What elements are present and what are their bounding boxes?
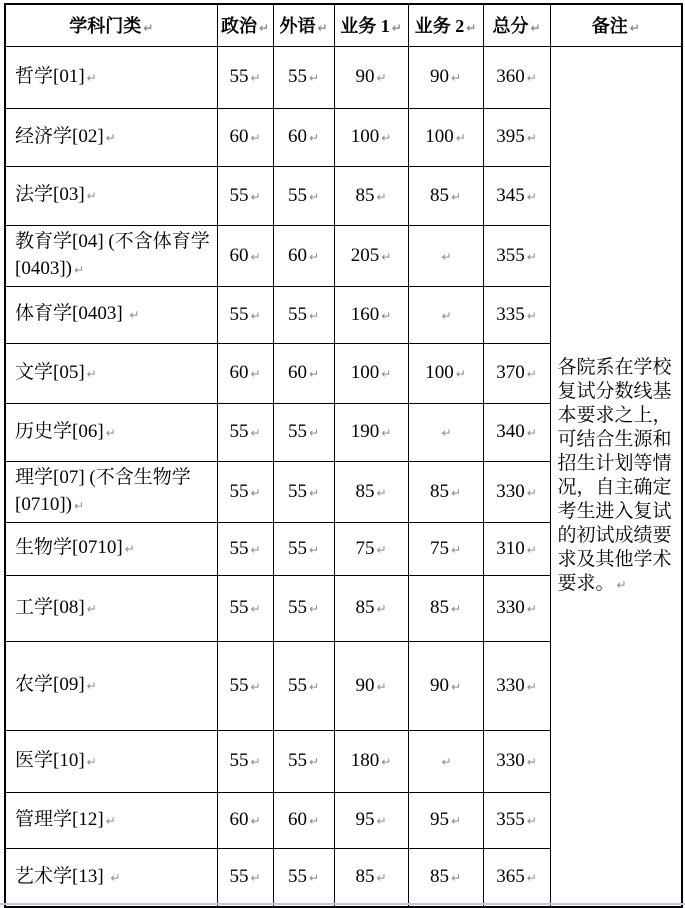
paragraph-mark-icon: ↵ bbox=[526, 249, 537, 264]
category-label: 历史学[06] bbox=[15, 420, 104, 442]
paragraph-mark-icon: ↵ bbox=[250, 485, 261, 500]
score-value: 55 bbox=[287, 184, 307, 206]
paragraph-mark-icon: ↵ bbox=[526, 131, 537, 145]
score-cell bbox=[483, 286, 550, 343]
score-value: 55 bbox=[229, 537, 249, 559]
paragraph-mark-icon: ↵ bbox=[391, 21, 402, 36]
remark-text: 各院系在学校复试分数线基本要求之上，可结合生源和招生计划等情况，自主确定考生进入复试的初试成绩要求及其他学术要求。 bbox=[557, 356, 672, 594]
score-value: 95 bbox=[355, 809, 375, 830]
paragraph-mark-icon: ↵ bbox=[450, 871, 462, 886]
paragraph-mark-icon: ↵ bbox=[86, 754, 97, 769]
score-cell bbox=[273, 641, 334, 730]
paragraph-mark-icon: ↵ bbox=[86, 366, 97, 381]
paragraph-mark-icon: ↵ bbox=[381, 755, 392, 769]
paragraph-mark-icon: ↵ bbox=[381, 249, 392, 264]
paragraph-mark-icon: ↵ bbox=[381, 131, 392, 145]
score-value: 330 bbox=[496, 674, 525, 696]
paragraph-mark-icon: ↵ bbox=[376, 602, 387, 616]
score-value: 55 bbox=[287, 750, 307, 771]
header-label: 备注 bbox=[591, 16, 628, 37]
score-value: 60 bbox=[287, 362, 307, 383]
score-cell bbox=[273, 166, 334, 225]
paragraph-mark-icon: ↵ bbox=[308, 542, 320, 557]
score-value: 55 bbox=[229, 66, 249, 87]
score-cell bbox=[483, 522, 550, 575]
score-cell bbox=[408, 641, 483, 730]
category-label: 经济学[02] bbox=[15, 125, 104, 147]
score-cell bbox=[408, 522, 483, 575]
paragraph-mark-icon: ↵ bbox=[526, 367, 537, 381]
score-cell bbox=[408, 575, 483, 641]
paragraph-mark-icon: ↵ bbox=[110, 870, 121, 885]
paragraph-mark-icon: ↵ bbox=[526, 871, 537, 886]
score-value: 180 bbox=[350, 750, 380, 771]
category-cell bbox=[5, 848, 217, 907]
score-cell bbox=[483, 792, 550, 848]
score-value: 55 bbox=[229, 597, 249, 618]
paragraph-mark-icon: ↵ bbox=[450, 485, 462, 500]
category-label: 农学[09] bbox=[15, 674, 85, 695]
paragraph-mark-icon: ↵ bbox=[250, 755, 261, 769]
score-value: 55 bbox=[287, 537, 307, 559]
paragraph-mark-icon: ↵ bbox=[308, 189, 320, 204]
score-cell bbox=[217, 730, 273, 792]
score-value: 60 bbox=[287, 809, 307, 830]
score-value: 90 bbox=[429, 674, 449, 696]
paragraph-mark-icon: ↵ bbox=[73, 498, 85, 513]
paragraph-mark-icon: ↵ bbox=[308, 367, 320, 381]
score-cell bbox=[334, 225, 408, 286]
score-value: 370 bbox=[496, 362, 525, 383]
score-cell bbox=[334, 575, 408, 641]
paragraph-mark-icon: ↵ bbox=[441, 249, 452, 264]
score-cell bbox=[217, 46, 273, 108]
score-value: 55 bbox=[287, 866, 307, 888]
header-label: 总分 bbox=[492, 16, 529, 37]
column-header-foreign-language bbox=[273, 4, 334, 46]
paragraph-mark-icon: ↵ bbox=[250, 189, 261, 204]
score-value: 330 bbox=[496, 597, 525, 618]
paragraph-mark-icon: ↵ bbox=[526, 189, 537, 204]
score-cell bbox=[334, 641, 408, 730]
score-cell bbox=[334, 403, 408, 461]
score-value: 60 bbox=[229, 126, 249, 147]
category-cell bbox=[5, 46, 217, 108]
paragraph-mark-icon: ↵ bbox=[86, 70, 97, 85]
score-value: 90 bbox=[355, 66, 375, 87]
category-cell bbox=[5, 343, 217, 403]
paragraph-mark-icon: ↵ bbox=[250, 131, 261, 145]
score-cell bbox=[273, 343, 334, 403]
paragraph-mark-icon: ↵ bbox=[308, 755, 320, 769]
score-value: 60 bbox=[229, 362, 249, 383]
paragraph-mark-icon: ↵ bbox=[526, 814, 537, 828]
paragraph-mark-icon: ↵ bbox=[250, 542, 261, 557]
score-cell bbox=[483, 166, 550, 225]
paragraph-mark-icon: ↵ bbox=[441, 308, 452, 323]
score-value: 100 bbox=[350, 126, 380, 147]
score-cell bbox=[273, 848, 334, 907]
paragraph-mark-icon: ↵ bbox=[308, 814, 320, 828]
category-label: 管理学[12] bbox=[15, 808, 104, 830]
header-label: 外语 bbox=[279, 16, 316, 37]
paragraph-mark-icon: ↵ bbox=[526, 308, 537, 323]
paragraph-mark-icon: ↵ bbox=[250, 71, 261, 85]
score-cell bbox=[483, 225, 550, 286]
score-cell bbox=[217, 166, 273, 225]
score-cell bbox=[217, 848, 273, 907]
paragraph-mark-icon: ↵ bbox=[308, 131, 320, 145]
header-label: 学科门类 bbox=[69, 16, 142, 37]
score-cell bbox=[334, 730, 408, 792]
score-cell bbox=[483, 641, 550, 730]
score-cell bbox=[408, 108, 483, 166]
paragraph-mark-icon: ↵ bbox=[629, 21, 640, 36]
column-header-course2 bbox=[408, 4, 483, 46]
score-cell bbox=[273, 575, 334, 641]
score-cell bbox=[273, 108, 334, 166]
paragraph-mark-icon: ↵ bbox=[530, 21, 541, 36]
paragraph-mark-icon: ↵ bbox=[250, 814, 261, 828]
category-label: 体育学[0403] bbox=[15, 303, 128, 324]
category-cell bbox=[5, 286, 217, 343]
score-cell bbox=[334, 108, 408, 166]
header-row bbox=[5, 4, 682, 46]
score-value: 55 bbox=[229, 480, 249, 502]
paragraph-mark-icon: ↵ bbox=[381, 308, 392, 323]
score-value: 60 bbox=[229, 809, 249, 830]
score-value: 335 bbox=[496, 303, 525, 325]
score-cell bbox=[483, 461, 550, 522]
score-cell bbox=[334, 848, 408, 907]
paragraph-mark-icon: ↵ bbox=[250, 426, 261, 440]
category-cell bbox=[5, 108, 217, 166]
score-cell bbox=[217, 641, 273, 730]
header-label: 政治 bbox=[220, 16, 257, 37]
score-cell bbox=[217, 403, 273, 461]
score-cell bbox=[273, 461, 334, 522]
paragraph-mark-icon: ↵ bbox=[526, 485, 537, 500]
score-cell bbox=[334, 46, 408, 108]
category-cell bbox=[5, 641, 217, 730]
score-value: 55 bbox=[229, 303, 249, 325]
column-header-remark bbox=[550, 4, 682, 46]
score-value: 60 bbox=[287, 126, 307, 147]
score-cell bbox=[408, 461, 483, 522]
category-cell bbox=[5, 403, 217, 461]
paragraph-mark-icon: ↵ bbox=[308, 871, 320, 886]
score-cell bbox=[217, 343, 273, 403]
column-header-politics bbox=[217, 4, 273, 46]
score-value: 190 bbox=[350, 421, 380, 442]
score-value: 55 bbox=[287, 66, 307, 87]
category-cell bbox=[5, 225, 217, 286]
category-label: 艺术学[13] bbox=[15, 865, 109, 887]
score-cell bbox=[334, 166, 408, 225]
paragraph-mark-icon: ↵ bbox=[450, 189, 462, 204]
score-value: 85 bbox=[429, 866, 449, 888]
paragraph-mark-icon: ↵ bbox=[526, 602, 537, 616]
score-cell bbox=[483, 343, 550, 403]
paragraph-mark-icon: ↵ bbox=[450, 542, 462, 557]
score-value: 360 bbox=[496, 66, 525, 87]
category-cell bbox=[5, 522, 217, 575]
paragraph-mark-icon: ↵ bbox=[526, 542, 537, 557]
score-cell bbox=[334, 461, 408, 522]
admission-score-table bbox=[4, 3, 683, 908]
score-cell bbox=[408, 730, 483, 792]
score-value: 85 bbox=[355, 597, 375, 618]
paragraph-mark-icon: ↵ bbox=[455, 367, 466, 381]
score-cell bbox=[273, 730, 334, 792]
paragraph-mark-icon: ↵ bbox=[308, 485, 320, 500]
score-cell bbox=[408, 403, 483, 461]
score-value: 340 bbox=[496, 421, 525, 442]
column-header-total bbox=[483, 4, 550, 46]
remark-cell bbox=[550, 46, 682, 907]
score-value: 55 bbox=[287, 303, 307, 325]
paragraph-mark-icon: ↵ bbox=[250, 308, 261, 323]
score-cell bbox=[217, 225, 273, 286]
paragraph-mark-icon: ↵ bbox=[308, 679, 320, 694]
score-cell bbox=[217, 108, 273, 166]
score-cell bbox=[334, 286, 408, 343]
paragraph-mark-icon: ↵ bbox=[317, 21, 328, 36]
column-header-subject bbox=[5, 4, 217, 46]
score-value: 75 bbox=[355, 537, 375, 559]
paragraph-mark-icon: ↵ bbox=[86, 189, 97, 203]
score-value: 310 bbox=[496, 537, 525, 559]
score-value: 60 bbox=[229, 244, 249, 266]
paragraph-mark-icon: ↵ bbox=[441, 755, 452, 769]
paragraph-mark-icon: ↵ bbox=[105, 813, 116, 828]
paragraph-mark-icon: ↵ bbox=[376, 679, 387, 694]
score-cell bbox=[483, 108, 550, 166]
score-cell bbox=[408, 792, 483, 848]
paragraph-mark-icon: ↵ bbox=[526, 426, 537, 440]
paragraph-mark-icon: ↵ bbox=[73, 262, 85, 277]
score-cell bbox=[483, 730, 550, 792]
score-cell bbox=[408, 286, 483, 343]
score-value: 345 bbox=[496, 184, 525, 206]
score-cell bbox=[273, 286, 334, 343]
header-label: 业务 2 bbox=[414, 16, 465, 37]
score-value: 55 bbox=[229, 866, 249, 888]
score-value: 100 bbox=[425, 362, 454, 383]
score-value: 205 bbox=[350, 244, 380, 266]
category-label: 工学[08] bbox=[15, 596, 85, 618]
paragraph-mark-icon: ↵ bbox=[441, 426, 452, 440]
paragraph-mark-icon: ↵ bbox=[455, 131, 466, 145]
paragraph-mark-icon: ↵ bbox=[526, 679, 537, 694]
score-cell bbox=[334, 343, 408, 403]
score-value: 85 bbox=[429, 597, 449, 618]
score-value: 95 bbox=[429, 809, 449, 830]
paragraph-mark-icon: ↵ bbox=[450, 602, 462, 616]
paragraph-mark-icon: ↵ bbox=[450, 679, 462, 694]
category-label: 生物学[0710] bbox=[15, 537, 123, 558]
score-cell bbox=[408, 166, 483, 225]
score-cell bbox=[334, 522, 408, 575]
score-cell bbox=[483, 575, 550, 641]
score-value: 330 bbox=[496, 480, 525, 502]
score-cell bbox=[217, 575, 273, 641]
score-value: 395 bbox=[496, 126, 525, 147]
score-value: 55 bbox=[287, 480, 307, 502]
paragraph-mark-icon: ↵ bbox=[308, 71, 320, 85]
score-cell bbox=[483, 46, 550, 108]
table-row bbox=[5, 46, 682, 108]
paragraph-mark-icon: ↵ bbox=[105, 425, 116, 440]
score-value: 55 bbox=[229, 674, 249, 696]
category-label: 教育学[04] (不含体育学[0403]) bbox=[15, 230, 210, 279]
score-cell bbox=[408, 343, 483, 403]
category-label: 文学[05] bbox=[15, 361, 85, 383]
paragraph-mark-icon: ↵ bbox=[376, 485, 387, 500]
score-cell bbox=[273, 522, 334, 575]
paragraph-mark-icon: ↵ bbox=[250, 871, 261, 886]
paragraph-mark-icon: ↵ bbox=[250, 249, 261, 264]
paragraph-mark-icon: ↵ bbox=[86, 679, 97, 693]
score-cell bbox=[408, 848, 483, 907]
paragraph-mark-icon: ↵ bbox=[105, 130, 116, 145]
score-value: 55 bbox=[287, 597, 307, 618]
score-value: 55 bbox=[287, 674, 307, 696]
score-cell bbox=[273, 792, 334, 848]
score-cell bbox=[273, 225, 334, 286]
score-value: 90 bbox=[355, 674, 375, 696]
score-cell bbox=[273, 46, 334, 108]
score-value: 55 bbox=[229, 421, 249, 442]
score-value: 55 bbox=[229, 750, 249, 771]
score-cell bbox=[408, 46, 483, 108]
paragraph-mark-icon: ↵ bbox=[129, 308, 140, 322]
paragraph-mark-icon: ↵ bbox=[376, 189, 387, 204]
score-value: 355 bbox=[496, 809, 525, 830]
paragraph-mark-icon: ↵ bbox=[376, 871, 387, 886]
window-bottom-edge-line bbox=[0, 903, 685, 905]
score-value: 85 bbox=[429, 184, 449, 206]
score-cell bbox=[273, 403, 334, 461]
score-value: 85 bbox=[429, 480, 449, 502]
score-cell bbox=[217, 461, 273, 522]
category-cell bbox=[5, 461, 217, 522]
paragraph-mark-icon: ↵ bbox=[526, 755, 537, 769]
paragraph-mark-icon: ↵ bbox=[143, 21, 154, 36]
header-label: 业务 1 bbox=[340, 16, 390, 37]
column-header-course1 bbox=[334, 4, 408, 46]
score-cell bbox=[483, 848, 550, 907]
category-label: 法学[03] bbox=[15, 184, 85, 205]
paragraph-mark-icon: ↵ bbox=[124, 542, 135, 556]
score-value: 85 bbox=[355, 480, 375, 502]
paragraph-mark-icon: ↵ bbox=[308, 308, 320, 323]
score-value: 160 bbox=[350, 303, 380, 325]
category-cell bbox=[5, 575, 217, 641]
score-cell bbox=[483, 403, 550, 461]
paragraph-mark-icon: ↵ bbox=[250, 679, 261, 694]
paragraph-mark-icon: ↵ bbox=[86, 601, 97, 616]
category-label: 理学[07] (不含生物学[0710]) bbox=[15, 466, 191, 515]
score-cell bbox=[217, 286, 273, 343]
paragraph-mark-icon: ↵ bbox=[381, 367, 392, 381]
paragraph-mark-icon: ↵ bbox=[250, 367, 261, 381]
category-cell bbox=[5, 166, 217, 225]
score-cell bbox=[408, 225, 483, 286]
score-cell bbox=[334, 792, 408, 848]
paragraph-mark-icon: ↵ bbox=[376, 542, 387, 557]
score-value: 355 bbox=[496, 244, 525, 266]
score-value: 75 bbox=[429, 537, 449, 559]
score-value: 55 bbox=[229, 184, 249, 206]
paragraph-mark-icon: ↵ bbox=[308, 249, 320, 264]
category-label: 哲学[01] bbox=[15, 65, 85, 87]
score-value: 100 bbox=[350, 362, 380, 383]
paragraph-mark-icon: ↵ bbox=[466, 21, 477, 36]
score-value: 85 bbox=[355, 866, 375, 888]
paragraph-mark-icon: ↵ bbox=[616, 577, 627, 592]
category-cell bbox=[5, 792, 217, 848]
score-value: 330 bbox=[496, 750, 525, 771]
score-value: 365 bbox=[496, 866, 525, 888]
paragraph-mark-icon: ↵ bbox=[308, 602, 320, 616]
paragraph-mark-icon: ↵ bbox=[450, 71, 462, 85]
score-cell bbox=[217, 522, 273, 575]
paragraph-mark-icon: ↵ bbox=[450, 814, 462, 828]
category-label: 医学[10] bbox=[15, 749, 85, 771]
paragraph-mark-icon: ↵ bbox=[250, 602, 261, 616]
paragraph-mark-icon: ↵ bbox=[258, 21, 270, 36]
score-value: 90 bbox=[429, 66, 449, 87]
score-value: 55 bbox=[287, 421, 307, 442]
score-cell bbox=[217, 792, 273, 848]
paragraph-mark-icon: ↵ bbox=[526, 71, 537, 85]
paragraph-mark-icon: ↵ bbox=[376, 71, 387, 85]
score-value: 85 bbox=[355, 184, 375, 206]
score-value: 100 bbox=[425, 126, 454, 147]
paragraph-mark-icon: ↵ bbox=[381, 426, 392, 440]
category-cell bbox=[5, 730, 217, 792]
paragraph-mark-icon: ↵ bbox=[308, 426, 320, 440]
score-value: 60 bbox=[287, 244, 307, 266]
paragraph-mark-icon: ↵ bbox=[376, 814, 387, 828]
